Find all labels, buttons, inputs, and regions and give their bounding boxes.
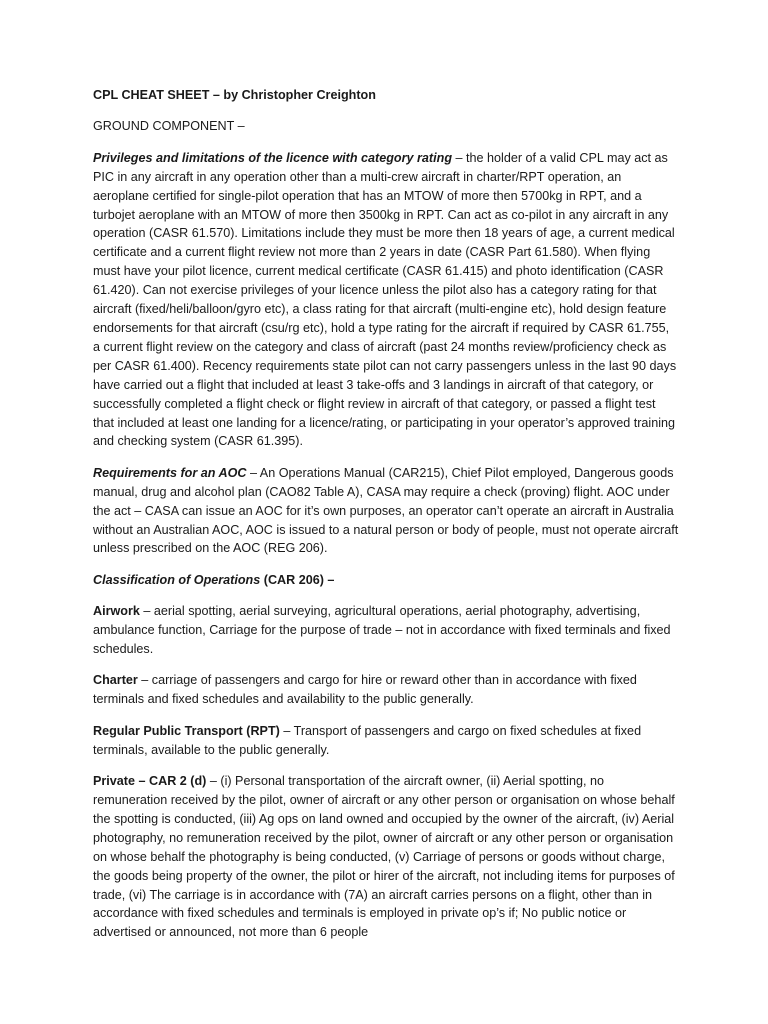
classification-paragraph [93,571,679,590]
private-paragraph [93,772,679,942]
document-page [93,86,679,955]
aoc-paragraph [93,464,679,559]
aoc-body: – An Operations Manual (CAR215), Chief Pilot employed, Dangerous goods manual, drug and alcohol plan (CAO82 Table A), CASA may require a check (proving) flight. AOC under the act – CASA can issue an AOC for it’s own purposes, an operator can’t operate an aircraft in Australia without an Australian AOC, AOC is issued to a natural person or body of people, must not operate aircraft unless prescribed on the AOC (REG 206). [93,465,679,556]
charter-paragraph [93,671,679,709]
airwork-body: – aerial spotting, aerial surveying, agricultural operations, aerial photography, advertising, ambulance function, Carriage for the purpose of trade – not in accordance with fixed terminals and fixed schedules. [93,604,671,657]
classification-heading: Classification of Operations [93,572,261,587]
rpt-paragraph [93,722,679,760]
rpt-heading: Regular Public Transport (RPT) [93,723,280,738]
document-title [93,86,679,105]
privileges-paragraph [93,149,679,452]
ground-component-heading [93,117,679,136]
rpt-body: – Transport of passengers and cargo on fixed schedules at fixed terminals, available to the public generally. [93,723,642,757]
charter-heading: Charter [93,673,138,688]
aoc-heading: Requirements for an AOC [93,465,247,480]
airwork-paragraph [93,602,679,659]
privileges-body: – the holder of a valid CPL may act as PIC in any aircraft in any operation other than a multi-crew aircraft in charter/RPT operation, an aeroplane certified for single-pilot operation that has an MTOW of more then 5700kg in RPT, and a turbojet aeroplane with an MTOW of more then 3500kg in RPT. Can act as co-pilot in any aircraft in any operation (CASR 61.570). Limitations include they must be more then 18 years of age, a current medical certificate and a current flight review not more than 2 years in date (CASR Part 61.580). When flying must have your pilot licence, current medical certificate (CASR 61.415) and photo identification (CASR 61.420). Can not exercise privileges of your licence unless the pilot also has a category rating for that aircraft (fixed/heli/balloon/gyro etc), a class rating for that aircraft (multi-engine etc), hold design feature endorsements for that aircraft (csu/rg etc), hold a type rating for the aircraft if required by CASR 61.755, a current flight review on the category and class of aircraft (past 24 months review/proficiency check as per CASR 61.400). Recency requirements state pilot can not carry passengers unless in the last 90 days have carried out a flight that included at least 3 take-offs and 3 landings in aircraft of that category, or successfully completed a flight check or flight review in aircraft of that category, or passed a flight test that included at least one landing for a licence/rating, or participating in your operator’s approved training and checking system (CASR 61.395). [93,150,677,449]
private-body: – (i) Personal transportation of the aircraft owner, (ii) Aerial spotting, no remuneration received by the pilot, owner of aircraft or any other person or organisation on whose behalf the spotting is conducted, (iii) Ag ops on land owned and occupied by the owner of the aircraft, (iv) Aerial photography, no remuneration received by the pilot, owner of aircraft or any other person or organisation on whose behalf the photography is being conducted, (v) Carriage of persons or goods without charge, the goods being property of the owner, the pilot or hirer of the aircraft, not including items for purposes of trade, (vi) The carriage is in accordance with (7A) an aircraft carries persons on a flight, other than in accordance with fixed schedules and terminals is employed in private op’s if; No public notice or advertised or announced, not more than 6 people [93,774,675,940]
privileges-heading: Privileges and limitations of the licence with category rating [93,150,453,165]
airwork-heading: Airwork [93,604,140,619]
charter-body: – carriage of passengers and cargo for hire or reward other than in accordance with fixed terminals and fixed schedules and availability to the public generally. [93,673,637,707]
ground-component-text: GROUND COMPONENT – [93,119,245,134]
title-text: CPL CHEAT SHEET – by Christopher Creighton [93,88,376,102]
private-heading: Private – CAR 2 (d) [93,774,207,789]
classification-suffix: (CAR 206) – [260,572,335,587]
